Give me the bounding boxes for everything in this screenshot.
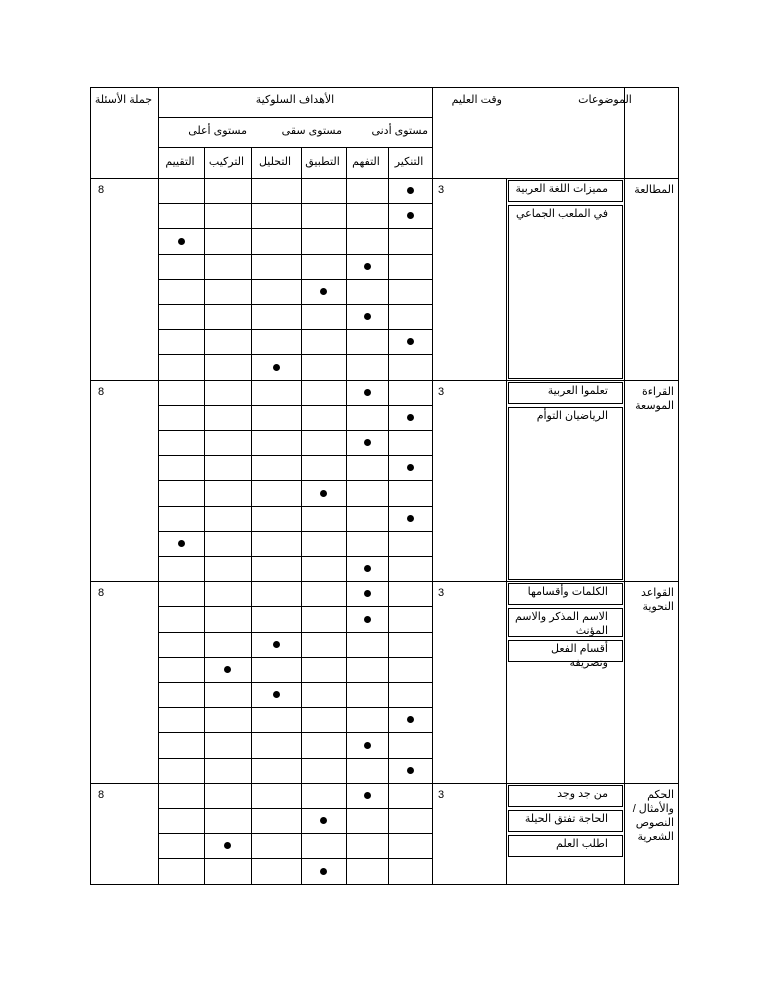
objective-cell <box>204 354 252 380</box>
objective-cell <box>158 304 205 330</box>
section-total-questions: 8 <box>98 385 105 398</box>
objective-cell <box>301 833 347 859</box>
objective-cell <box>204 178 252 204</box>
lesson-title: من جد وجد <box>557 787 608 800</box>
objective-cell <box>346 203 389 229</box>
objective-cell <box>251 606 302 632</box>
objective-cell <box>251 531 302 557</box>
objective-mark-evaluation <box>178 540 185 547</box>
objective-mark-remembering <box>407 464 414 471</box>
objective-cell <box>158 480 205 506</box>
objective-mark-comprehension <box>364 792 371 799</box>
objective-cell <box>158 506 205 532</box>
objective-cell <box>388 480 433 506</box>
objective-cell <box>346 506 389 532</box>
objective-cell <box>158 430 205 456</box>
objective-cell <box>301 203 347 229</box>
objective-cell <box>346 858 389 884</box>
objective-cell <box>158 380 205 406</box>
objective-cell <box>204 632 252 658</box>
header-teaching-time: وقت العليم <box>451 94 502 106</box>
header-behavioral-objectives: الأهداف السلوكية <box>255 94 335 106</box>
objective-cell <box>158 858 205 884</box>
objective-cell <box>251 556 302 582</box>
objective-mark-remembering <box>407 414 414 421</box>
header-analysis: التحليل <box>258 156 292 168</box>
lesson-title: أقسام الفعل وتصريفه <box>551 643 608 670</box>
objective-cell <box>158 732 205 758</box>
header-application: التطبيق <box>305 156 340 168</box>
objective-cell <box>251 430 302 456</box>
objective-cell <box>158 606 205 632</box>
objective-cell <box>388 430 433 456</box>
objective-cell <box>301 354 347 380</box>
objective-cell <box>388 632 433 658</box>
section-name: المطالعة <box>634 184 674 196</box>
objective-mark-comprehension <box>364 439 371 446</box>
section-total-questions: 8 <box>98 184 105 196</box>
section-total-cell <box>90 178 159 381</box>
objective-cell <box>388 279 433 305</box>
objective-cell <box>388 304 433 330</box>
objective-cell <box>204 405 252 431</box>
objective-cell <box>204 531 252 557</box>
section-total-questions: 8 <box>98 788 105 801</box>
objective-cell <box>251 506 302 532</box>
objective-cell <box>388 556 433 582</box>
objective-cell <box>204 783 252 809</box>
objective-cell <box>204 506 252 532</box>
objective-cell <box>388 682 433 708</box>
objective-cell <box>388 354 433 380</box>
objective-mark-comprehension <box>364 590 371 597</box>
objective-cell <box>158 808 205 834</box>
objective-cell <box>158 354 205 380</box>
objective-cell <box>251 657 302 683</box>
objective-cell <box>301 657 347 683</box>
objective-cell <box>158 758 205 784</box>
objective-mark-remembering <box>407 767 414 774</box>
objective-mark-comprehension <box>364 565 371 572</box>
objective-cell <box>251 833 302 859</box>
objective-mark-remembering <box>407 716 414 723</box>
header-comprehension: التفهم <box>352 156 380 168</box>
objective-cell <box>251 808 302 834</box>
objective-cell <box>346 657 389 683</box>
objective-cell <box>301 329 347 355</box>
objective-cell <box>346 455 389 481</box>
objective-cell <box>346 758 389 784</box>
objective-mark-comprehension <box>364 742 371 749</box>
lesson-title: الكلمات وأقسامها <box>527 586 608 599</box>
objective-mark-comprehension <box>364 313 371 320</box>
objective-cell <box>346 833 389 859</box>
objective-cell <box>346 279 389 305</box>
objective-cell <box>251 858 302 884</box>
lesson-title: اطلب العلم <box>556 837 608 850</box>
header-evaluation: التقييم <box>165 156 195 168</box>
objective-cell <box>204 304 252 330</box>
objective-cell <box>204 380 252 406</box>
objective-cell <box>251 732 302 758</box>
objective-cell <box>158 682 205 708</box>
objective-cell <box>251 304 302 330</box>
objective-cell <box>251 380 302 406</box>
objective-cell <box>301 430 347 456</box>
header-level-middle: مستوى سقى <box>281 125 342 137</box>
objective-cell <box>301 632 347 658</box>
objective-cell <box>301 455 347 481</box>
objective-cell <box>204 556 252 582</box>
header-remembering-cell <box>388 147 433 179</box>
objective-cell <box>158 581 205 607</box>
objective-cell <box>388 657 433 683</box>
objective-cell <box>204 455 252 481</box>
objective-cell <box>251 254 302 280</box>
objective-cell <box>204 203 252 229</box>
objective-cell <box>346 405 389 431</box>
objective-cell <box>301 405 347 431</box>
objective-cell <box>388 783 433 809</box>
lesson-box <box>508 407 623 581</box>
objective-cell <box>346 531 389 557</box>
objective-cell <box>158 254 205 280</box>
objective-cell <box>204 254 252 280</box>
objective-cell <box>204 682 252 708</box>
lesson-title: الرياضيان التوأم <box>536 409 608 422</box>
objective-cell <box>204 228 252 254</box>
objective-cell <box>158 329 205 355</box>
objective-cell <box>346 682 389 708</box>
section-time-cell <box>432 581 507 784</box>
objective-cell <box>346 808 389 834</box>
objective-cell <box>301 732 347 758</box>
objective-cell <box>346 329 389 355</box>
objective-mark-synthesis <box>224 666 231 673</box>
objective-cell <box>204 732 252 758</box>
objective-cell <box>301 304 347 330</box>
objective-cell <box>346 707 389 733</box>
section-name: الحكم والأمثال / النصوص الشعرية <box>632 788 674 843</box>
header-synthesis: التركيب <box>208 156 245 168</box>
objective-cell <box>251 455 302 481</box>
objective-cell <box>204 430 252 456</box>
objective-mark-application <box>320 490 327 497</box>
objective-cell <box>301 531 347 557</box>
objective-mark-application <box>320 868 327 875</box>
objective-mark-remembering <box>407 338 414 345</box>
objective-cell <box>204 707 252 733</box>
objective-cell <box>346 228 389 254</box>
section-total-questions: 8 <box>98 587 105 600</box>
objective-cell <box>158 279 205 305</box>
objective-mark-analysis <box>273 641 280 648</box>
objective-mark-comprehension <box>364 616 371 623</box>
objective-cell <box>158 783 205 809</box>
section-teaching-time: 3 <box>438 788 445 801</box>
objective-cell <box>388 732 433 758</box>
header-evaluation-cell <box>158 147 205 179</box>
header-total-questions: جملة الأسئلة <box>94 94 152 106</box>
header-synthesis-cell <box>204 147 252 179</box>
header-application-cell <box>301 147 347 179</box>
header-topics: الموضوعات <box>578 94 632 106</box>
section-total-cell <box>90 581 159 784</box>
header-remembering: التنكير <box>394 156 424 168</box>
objective-cell <box>251 581 302 607</box>
objective-cell <box>251 228 302 254</box>
objective-cell <box>346 354 389 380</box>
section-time-cell <box>432 178 507 381</box>
objective-cell <box>388 833 433 859</box>
objective-cell <box>158 203 205 229</box>
section-teaching-time: 3 <box>438 184 445 196</box>
section-name-cell <box>624 178 679 381</box>
objective-cell <box>301 228 347 254</box>
objective-cell <box>301 783 347 809</box>
objective-cell <box>204 758 252 784</box>
objective-cell <box>388 858 433 884</box>
objective-mark-comprehension <box>364 389 371 396</box>
objective-cell <box>251 178 302 204</box>
objective-mark-evaluation <box>178 238 185 245</box>
header-comprehension-cell <box>346 147 389 179</box>
header-level-high: مستوى أعلى <box>188 125 247 137</box>
objective-mark-remembering <box>407 187 414 194</box>
objective-cell <box>204 581 252 607</box>
objective-cell <box>251 480 302 506</box>
objective-cell <box>204 480 252 506</box>
section-name: القواعد النحوية <box>640 587 674 614</box>
objective-cell <box>251 707 302 733</box>
objective-mark-analysis <box>273 364 280 371</box>
objective-cell <box>251 329 302 355</box>
objective-cell <box>346 178 389 204</box>
header-level-low: مستوى أدنى <box>371 125 428 137</box>
lesson-title: في الملعب الجماعي <box>515 208 608 220</box>
section-name: القراءة الموسعة <box>635 385 674 412</box>
objective-mark-application <box>320 288 327 295</box>
objective-cell <box>301 506 347 532</box>
objective-cell <box>388 606 433 632</box>
objective-cell <box>158 657 205 683</box>
objective-cell <box>301 178 347 204</box>
lesson-title: الاسم المذكر والاسم المؤنث <box>514 611 608 638</box>
objective-cell <box>251 758 302 784</box>
objective-cell <box>158 707 205 733</box>
objective-cell <box>346 480 389 506</box>
objective-cell <box>388 228 433 254</box>
objective-cell <box>301 682 347 708</box>
objective-cell <box>301 254 347 280</box>
objective-cell <box>301 380 347 406</box>
objective-cell <box>251 203 302 229</box>
objective-cell <box>204 279 252 305</box>
section-total-cell <box>90 380 159 583</box>
objective-cell <box>301 581 347 607</box>
lesson-title: الحاجة تفتق الحيلة <box>524 812 608 825</box>
objective-cell <box>251 279 302 305</box>
objective-cell <box>204 808 252 834</box>
objective-cell <box>388 581 433 607</box>
section-teaching-time: 3 <box>438 587 445 600</box>
objective-cell <box>301 606 347 632</box>
objective-cell <box>346 632 389 658</box>
objective-cell <box>204 858 252 884</box>
objective-mark-remembering <box>407 212 414 219</box>
objective-cell <box>301 758 347 784</box>
objective-cell <box>158 405 205 431</box>
objective-cell <box>388 808 433 834</box>
objective-cell <box>204 606 252 632</box>
objective-cell <box>158 833 205 859</box>
lesson-box <box>508 205 623 379</box>
objective-cell <box>158 178 205 204</box>
objective-cell <box>158 632 205 658</box>
objective-mark-comprehension <box>364 263 371 270</box>
lesson-title: مميزات اللغة العربية <box>515 183 608 195</box>
objective-cell <box>388 531 433 557</box>
objective-cell <box>158 455 205 481</box>
header-analysis-cell <box>251 147 302 179</box>
objective-mark-analysis <box>273 691 280 698</box>
objective-cell <box>388 254 433 280</box>
objective-cell <box>158 556 205 582</box>
objective-cell <box>251 783 302 809</box>
section-teaching-time: 3 <box>438 385 445 398</box>
lesson-title: تعلموا العربية <box>547 384 608 397</box>
section-time-cell <box>432 380 507 583</box>
objective-cell <box>204 329 252 355</box>
objective-cell <box>301 556 347 582</box>
objective-cell <box>251 405 302 431</box>
objective-cell <box>301 707 347 733</box>
objective-cell <box>388 380 433 406</box>
objective-mark-remembering <box>407 515 414 522</box>
